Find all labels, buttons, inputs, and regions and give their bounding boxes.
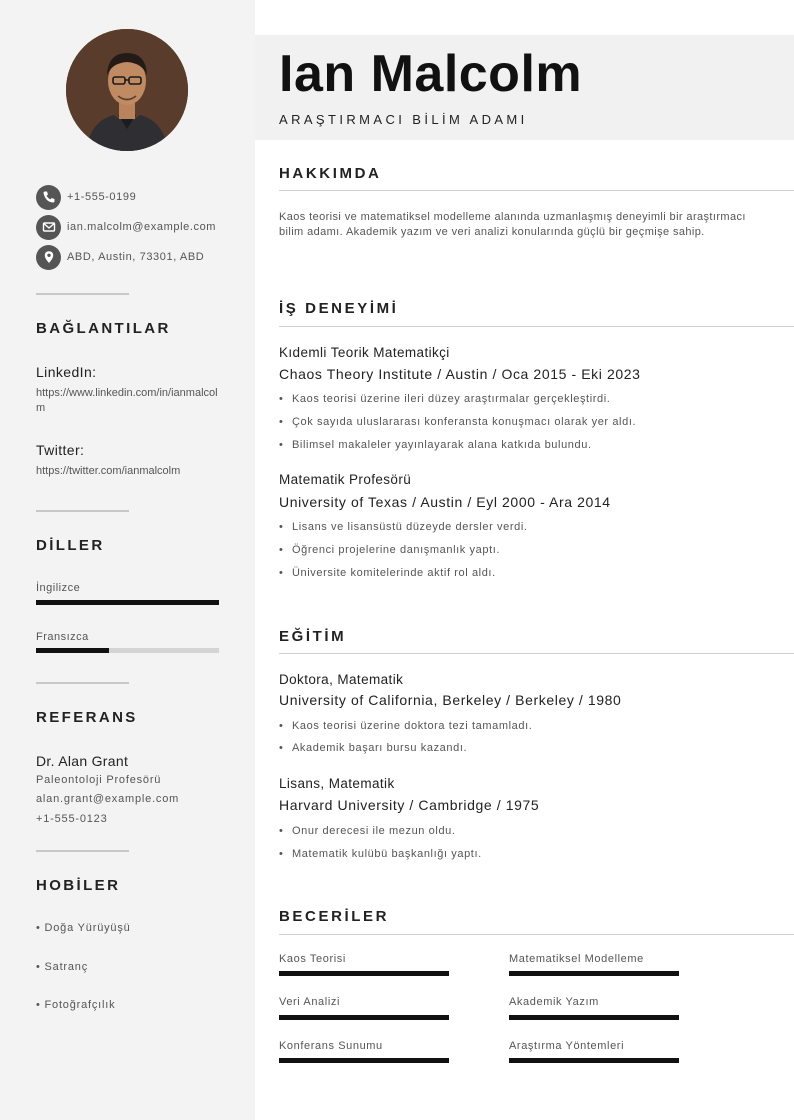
linkedin-link[interactable]: https://www.linkedin.com/in/ianmalcolm xyxy=(36,387,218,414)
education-title: Doktora, Matematik xyxy=(279,672,404,687)
bullet-text: Kaos teorisi üzerine ileri düzey araştırmalar gerçekleştirdi. xyxy=(292,393,611,405)
experience-title: Kıdemli Teorik Matematikçi xyxy=(279,345,450,360)
education-bullet: • Akademik başarı bursu kazandı. xyxy=(279,742,468,754)
links-heading: BAĞLANTILAR xyxy=(36,320,171,337)
section-rule xyxy=(279,190,794,191)
bullet-text: Kaos teorisi üzerine doktora tezi tamamladı. xyxy=(292,720,533,732)
bullet-text: Lisans ve lisansüstü düzeyde dersler verdi. xyxy=(292,521,528,533)
hobby-item: • Doğa Yürüyüşü xyxy=(36,922,131,934)
skill-level-bar xyxy=(279,1058,449,1063)
sidebar-divider xyxy=(36,850,129,852)
skill-level-fill xyxy=(509,1015,679,1020)
sidebar-divider xyxy=(36,682,129,684)
skill-level-bar xyxy=(509,1015,679,1020)
experience-bullet: • Üniversite komitelerinde aktif rol aldı. xyxy=(279,567,496,579)
profile-photo xyxy=(66,29,188,151)
about-heading: HAKKIMDA xyxy=(279,165,382,182)
language-level-fill xyxy=(36,648,109,653)
skill-level-bar xyxy=(279,1015,449,1020)
bullet-text: Üniversite komitelerinde aktif rol aldı. xyxy=(292,567,496,579)
phone-text: +1-555-0199 xyxy=(67,191,137,203)
experience-title: Matematik Profesörü xyxy=(279,472,412,487)
hobbies-heading: HOBİLER xyxy=(36,877,121,894)
skill-name: Veri Analizi xyxy=(279,996,341,1008)
reference-role: Paleontoloji Profesörü xyxy=(36,774,162,786)
language-level-bar xyxy=(36,600,219,605)
skill-level-fill xyxy=(279,1058,449,1063)
language-level-bar xyxy=(36,648,219,653)
location-pin-icon xyxy=(36,245,61,270)
education-heading: EĞİTİM xyxy=(279,628,347,645)
bullet-text: Akademik başarı bursu kazandı. xyxy=(292,742,468,754)
education-subtitle: University of California, Berkeley / Berkeley / 1980 xyxy=(279,692,622,708)
hobby-text: Doğa Yürüyüşü xyxy=(44,922,131,934)
skill-level-bar xyxy=(509,971,679,976)
skill-level-fill xyxy=(509,971,679,976)
bullet-text: Bilimsel makaleler yayınlayarak alana katkıda bulundu. xyxy=(292,439,592,451)
section-rule xyxy=(279,653,794,654)
skill-level-bar xyxy=(509,1058,679,1063)
education-bullet: • Onur derecesi ile mezun oldu. xyxy=(279,825,456,837)
linkedin-label: LinkedIn: xyxy=(36,364,97,380)
bullet-text: Onur derecesi ile mezun oldu. xyxy=(292,825,456,837)
skill-level-bar xyxy=(279,971,449,976)
contact-email xyxy=(36,214,216,240)
skill-level-fill xyxy=(509,1058,679,1063)
contact-phone xyxy=(36,184,136,210)
bullet-text: Çok sayıda uluslararası konferansta konuşmacı olarak yer aldı. xyxy=(292,416,637,428)
skill-name: Matematiksel Modelleme xyxy=(509,953,644,965)
experience-bullet: • Öğrenci projelerine danışmanlık yaptı. xyxy=(279,544,501,556)
mail-icon xyxy=(36,215,61,240)
education-bullet: • Matematik kulübü başkanlığı yaptı. xyxy=(279,848,482,860)
person-name: Ian Malcolm xyxy=(279,45,583,103)
experience-bullet: • Çok sayıda uluslararası konferansta konuşmacı olarak yer aldı. xyxy=(279,416,637,428)
bullet-text: Matematik kulübü başkanlığı yaptı. xyxy=(292,848,482,860)
section-rule xyxy=(279,934,794,935)
twitter-link[interactable]: https://twitter.com/ianmalcolm xyxy=(36,465,181,477)
language-name: İngilizce xyxy=(36,582,81,594)
hobby-text: Satranç xyxy=(44,961,89,973)
reference-heading: REFERANS xyxy=(36,709,138,726)
education-bullet: • Kaos teorisi üzerine doktora tezi tamamladı. xyxy=(279,720,533,732)
reference-email[interactable]: alan.grant@example.com xyxy=(36,793,180,805)
contact-address xyxy=(36,244,204,270)
about-text: Kaos teorisi ve matematiksel modelleme alanında uzmanlaşmış deneyimli bir araştırmacı bilim adamı. Akademik yazım ve veri analizi konularında güçlü bir geçmişe sahip. xyxy=(279,211,746,238)
sidebar-divider xyxy=(36,293,129,295)
profile-photo-image xyxy=(66,29,188,151)
language-name: Fransızca xyxy=(36,631,89,643)
skill-name: Araştırma Yöntemleri xyxy=(509,1040,625,1052)
phone-icon xyxy=(36,185,61,210)
address-text: ABD, Austin, 73301, ABD xyxy=(67,251,205,263)
reference-name: Dr. Alan Grant xyxy=(36,753,129,769)
reference-phone: +1-555-0123 xyxy=(36,813,108,825)
skill-level-fill xyxy=(279,1015,449,1020)
skill-name: Konferans Sunumu xyxy=(279,1040,383,1052)
education-title: Lisans, Matematik xyxy=(279,776,395,791)
email-text[interactable]: ian.malcolm@example.com xyxy=(67,221,217,233)
experience-bullet: • Lisans ve lisansüstü düzeyde dersler verdi. xyxy=(279,521,528,533)
education-subtitle: Harvard University / Cambridge / 1975 xyxy=(279,797,540,813)
language-level-fill xyxy=(36,600,219,605)
hobby-text: Fotoğrafçılık xyxy=(44,999,116,1011)
skills-heading: BECERİLER xyxy=(279,908,390,925)
skill-name: Kaos Teorisi xyxy=(279,953,346,965)
languages-heading: DİLLER xyxy=(36,537,105,554)
experience-subtitle: University of Texas / Austin / Eyl 2000 - Ara 2014 xyxy=(279,494,611,510)
sidebar xyxy=(0,0,255,1120)
hobby-item: • Fotoğrafçılık xyxy=(36,999,116,1011)
section-rule xyxy=(279,326,794,327)
skill-name: Akademik Yazım xyxy=(509,996,599,1008)
job-title: ARAŞTIRMACI BİLİM ADAMI xyxy=(279,112,528,127)
twitter-label: Twitter: xyxy=(36,442,85,458)
experience-bullet: • Kaos teorisi üzerine ileri düzey araştırmalar gerçekleştirdi. xyxy=(279,393,611,405)
skill-level-fill xyxy=(279,971,449,976)
experience-bullet: • Bilimsel makaleler yayınlayarak alana katkıda bulundu. xyxy=(279,439,592,451)
experience-heading: İŞ DENEYİMİ xyxy=(279,300,399,317)
experience-subtitle: Chaos Theory Institute / Austin / Oca 2015 - Eki 2023 xyxy=(279,366,641,382)
sidebar-divider xyxy=(36,510,129,512)
bullet-text: Öğrenci projelerine danışmanlık yaptı. xyxy=(292,544,501,556)
hobby-item: • Satranç xyxy=(36,961,89,973)
